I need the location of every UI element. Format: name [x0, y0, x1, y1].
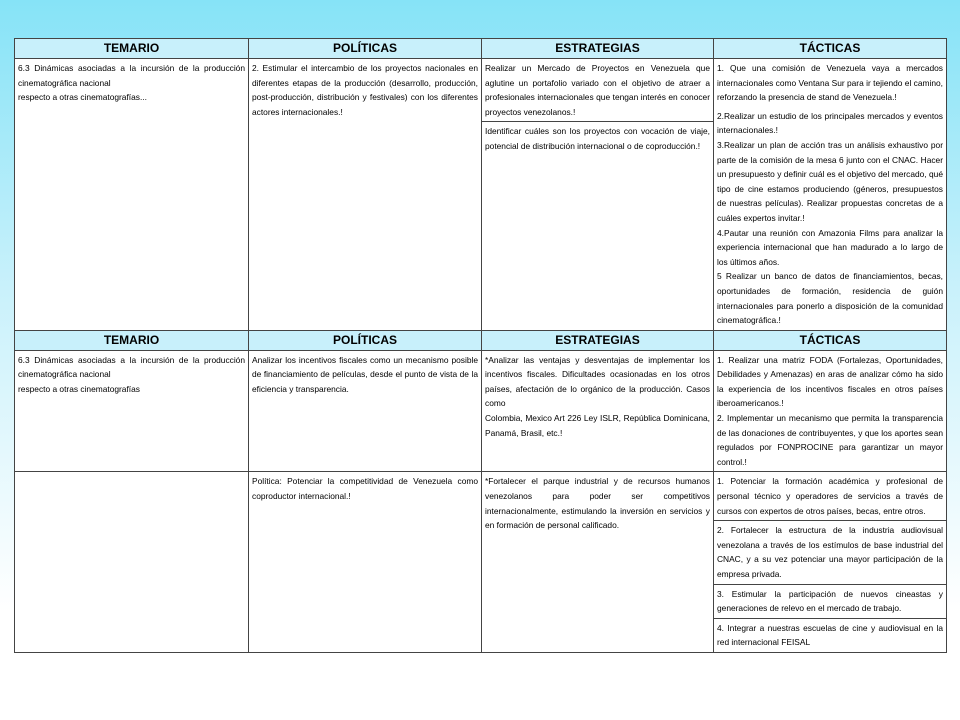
estrategia-cell	[482, 350, 714, 472]
tacticas-cell	[714, 350, 947, 472]
policy-table	[14, 38, 947, 653]
header-tacticas: TÁCTICAS	[714, 39, 947, 59]
header-temario: TEMARIO	[15, 330, 249, 350]
header-politicas: POLÍTICAS	[249, 330, 482, 350]
temario-text: 6.3 Dinámicas asociadas a la incursión de la producción cinematográfica nacional	[18, 63, 245, 88]
table-row	[15, 59, 947, 331]
politica-text: Analizar los incentivos fiscales como un mecanismo posible de financiamiento de películas, desde el punto de vista de la eficiencia y transparencia.	[252, 354, 478, 394]
header-tacticas: TÁCTICAS	[714, 330, 947, 350]
header-row	[15, 330, 947, 350]
estrategia-text: *Analizar las ventajas y desventajas de implementar los incentivos fiscales. Dificultades ocasionadas en los otros países, afectación de lo orgánico de la producción. Casos como	[485, 354, 710, 409]
tactica-text: 3. Estimular la participación de nuevos cineastas y generaciones de relevo en el mercado de trabajo.	[714, 584, 946, 618]
header-temario: TEMARIO	[15, 39, 249, 59]
estrategia-text: Colombia, Mexico Art 226 Ley ISLR, República Dominicana, Panamá, Brasil, etc.!	[485, 413, 710, 438]
estrategia-text: Realizar un Mercado de Proyectos en Venezuela que aglutine un portafolio variado con el objetivo de atraer a profesionales internacionales que tengan interés en conocer proyectos venezolanos.!	[485, 63, 710, 117]
politica-text: 2. Estimular el intercambio de los proyectos nacionales en diferentes etapas de la producción (desarrollo, producción, post-producción, distribución y festivales) con los diferentes actores internacionales.!	[252, 63, 478, 117]
tacticas-cell	[714, 472, 947, 653]
header-estrategias: ESTRATEGIAS	[482, 39, 714, 59]
tacticas-cell	[714, 59, 947, 331]
politica-cell	[249, 350, 482, 472]
politica-cell	[249, 59, 482, 331]
estrategia-cell	[482, 472, 714, 653]
temario-text: 6.3 Dinámicas asociadas a la incursión de la producción cinematográfica nacional	[18, 354, 245, 380]
temario-cell	[15, 59, 249, 331]
header-estrategias: ESTRATEGIAS	[482, 330, 714, 350]
tactica-text: 4. Integrar a nuestras escuelas de cine y audiovisual en la red internacional FEISAL	[714, 618, 946, 652]
tactica-text: 3.Realizar un plan de acción tras un análisis exhaustivo por parte de la comisión de la mesa 6 junto con el CNAC. Hacer un presupuesto y definir cuál es el objetivo del mercado, qué tipo de cine estamos produciendo (géneros, presupuestos de nuestras películas). Realizar propuestas concretas de a cuáles expertos invitar.!	[717, 139, 943, 223]
politica-cell	[249, 472, 482, 653]
tactica-text: 2. Implementar un mecanismo que permita la transparencia de las donaciones de contribuyentes, y que los aportes sean regulados por FONPROCINE para garantizar un mayor control.!	[717, 413, 943, 467]
temario-text: respecto a otras cinematografías...	[18, 92, 147, 103]
tactica-text: 2.Realizar un estudio de los principales mercados y eventos internacionales.!	[717, 110, 943, 136]
estrategia-text: Identificar cuáles son los proyectos con vocación de viaje, potencial de distribución internacional o de coproducción.!	[482, 121, 713, 155]
estrategia-cell	[482, 59, 714, 331]
tactica-text: 1. Potenciar la formación académica y profesional de personal técnico y operadores de servicios a través de cursos con expertos de otros países, becas, entre otros.	[717, 476, 943, 516]
temario-cell	[15, 350, 249, 472]
tactica-text: 5 Realizar un banco de datos de financiamientos, becas, oportunidades de formación, residencia de guión internacionales para ponerlo a disposición de la comunidad cinematográfica.!	[717, 271, 943, 326]
tactica-text: 4.Pautar una reunión con Amazonia Films para analizar la experiencia internacional que han madurado a lo largo de los últimos años.	[717, 227, 943, 267]
tactica-text: 1. Realizar una matriz FODA (Fortalezas, Oportunidades, Debilidades y Amenazas) en aras de analizar cómo ha sido la experiencia de los incentivos fiscales en otros países iberoamericanos.!	[717, 354, 943, 409]
temario-text: respecto a otras cinematografías	[18, 383, 140, 394]
header-politicas: POLÍTICAS	[249, 39, 482, 59]
header-row	[15, 39, 947, 59]
table-row	[15, 472, 947, 653]
politica-text: Política: Potenciar la competitividad de Venezuela como coproductor internacional.!	[252, 476, 478, 502]
table-row	[15, 350, 947, 472]
temario-cell-empty	[15, 472, 249, 653]
estrategia-text: *Fortalecer el parque industrial y de recursos humanos venezolanos para poder ser competitivos internacionalmente, estimulando la inversión en servicios y en formación de personal calificado.	[485, 476, 710, 531]
slide	[14, 38, 946, 653]
tactica-text: 2. Fortalecer la estructura de la industria audiovisual venezolana a través de los estímulos de base industrial del CNAC, y a su vez potenciar una mayor participación de la empresa privada.	[714, 520, 946, 583]
tactica-text: 1. Que una comisión de Venezuela vaya a mercados internacionales como Ventana Sur para ir tejiendo el camino, reforzando la presencia de stand de Venezuela.!	[717, 63, 943, 103]
